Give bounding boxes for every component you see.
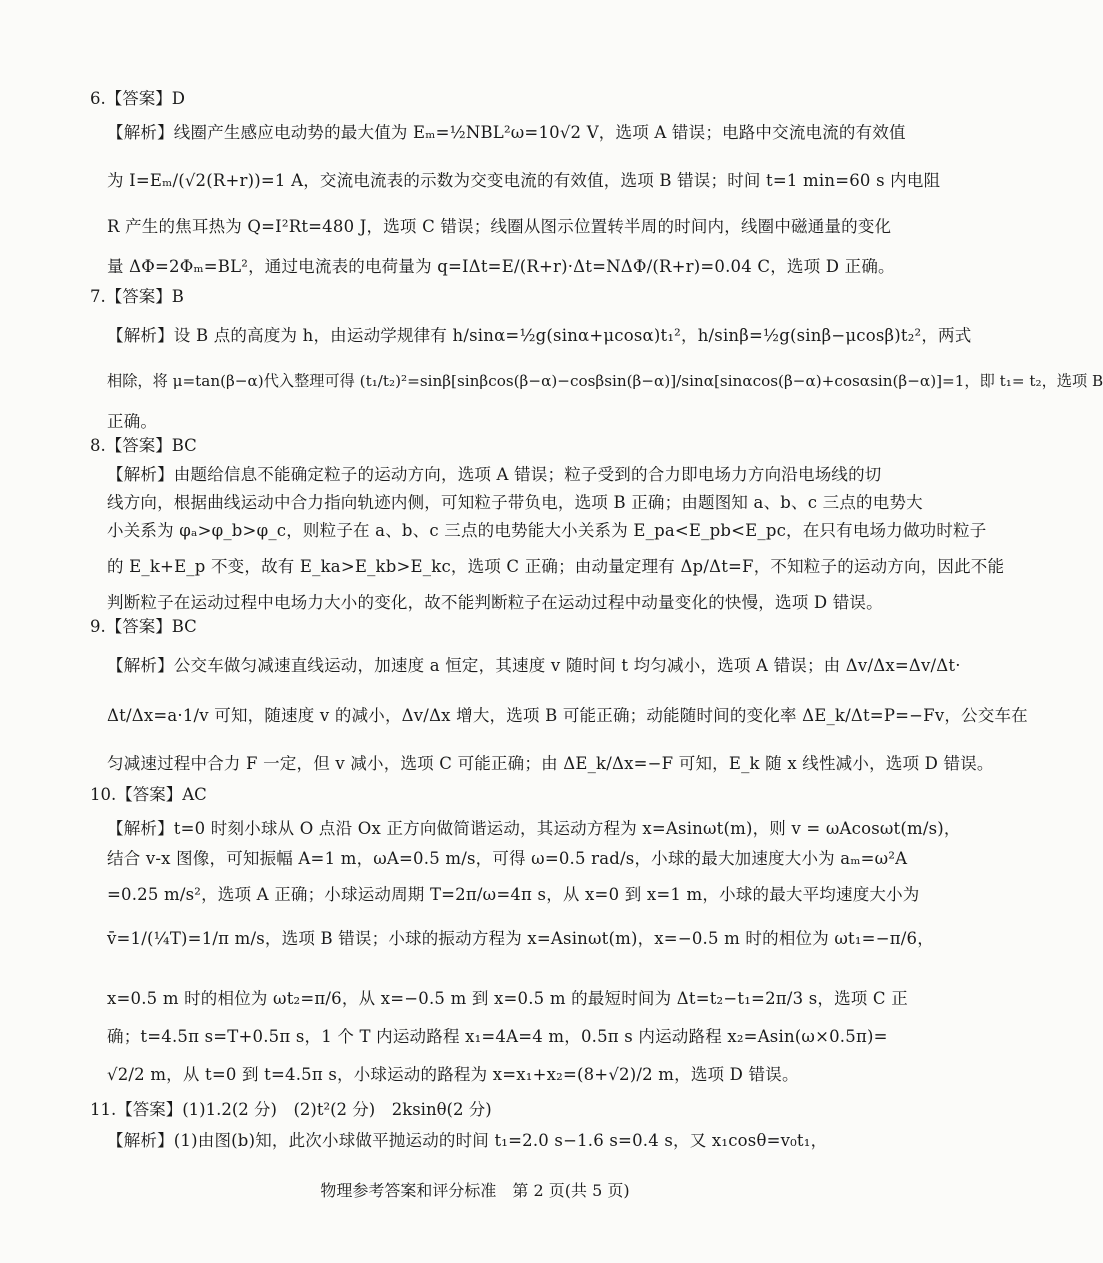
explanation-line: 【解析】(1)由图(b)知，此次小球做平抛运动的时间 t₁=2.0 s−1.6 s=0.4 s，又 x₁cosθ=v₀t₁， bbox=[107, 1131, 828, 1150]
explanation-line: 的 E_k+E_p 不变，故有 E_ka>E_kb>E_kc，选项 C 正确；由动量定理有 Δp/Δt=F，不知粒子的运动方向，因此不能 bbox=[107, 557, 1005, 576]
answer-label: 【答案】D bbox=[105, 89, 185, 108]
explanation-6 bbox=[107, 119, 941, 279]
explanation-line: 匀减速过程中合力 F 一定，但 v 减小，选项 C 可能正确；由 ΔE_k/Δx=−F 可知，E_k 随 x 线性减小，选项 D 错误。 bbox=[107, 754, 994, 773]
explanation-line: 【解析】公交车做匀减速直线运动，加速度 a 恒定，其速度 v 随时间 t 均匀减小，选项 A 错误；由 Δv/Δx=Δv/Δt· bbox=[107, 656, 961, 675]
explanation-line: 正确。 bbox=[107, 412, 158, 431]
explanation-9 bbox=[107, 652, 1028, 782]
answer-8-heading bbox=[90, 433, 868, 459]
explanation-7 bbox=[107, 322, 1103, 432]
explanation-line: 相除，将 μ=tan(β−α)代入整理可得 (t₁/t₂)²=sinβ[sinβcos(β−α)−cosβsin(β−α)]/sinα[sinαcos(β−α)+cosαsin(β−α)]=1，即 t₁= t₂，选项 B bbox=[107, 372, 1103, 390]
answer-10-heading bbox=[90, 782, 868, 808]
question-number: 11. bbox=[90, 1100, 117, 1119]
explanation-line: R 产生的焦耳热为 Q=I²Rt=480 J，选项 C 错误；线圈从图示位置转半周的时间内，线圈中磁通量的变化 bbox=[107, 217, 892, 236]
explanation-line: 确；t=4.5π s=T+0.5π s，1 个 T 内运动路程 x₁=4A=4 m，0.5π s 内运动路程 x₂=Asin(ω×0.5π)= bbox=[107, 1027, 888, 1046]
explanation-line: 【解析】设 B 点的高度为 h，由运动学规律有 h/sinα=½g(sinα+μcosα)t₁²，h/sinβ=½g(sinβ−μcosβ)t₂²，两式 bbox=[107, 326, 972, 345]
explanation-8 bbox=[107, 461, 1005, 612]
explanation-line: 小关系为 φₐ>φ_b>φ_c，则粒子在 a、b、c 三点的电势能大小关系为 E_pa<E_pb<E_pc，在只有电场力做功时粒子 bbox=[107, 521, 987, 540]
question-number: 10. bbox=[90, 785, 117, 804]
answer-label: 【答案】BC bbox=[105, 436, 197, 455]
explanation-line: 【解析】由题给信息不能确定粒子的运动方向，选项 A 错误；粒子受到的合力即电场力方向沿电场线的切 bbox=[107, 465, 882, 484]
explanation-line: =0.25 m/s²，选项 A 正确；小球运动周期 T=2π/ω=4π s，从 x=0 到 x=1 m，小球的最大平均速度大小为 bbox=[107, 885, 920, 904]
explanation-line: 为 I=Eₘ/(√2(R+r))=1 A，交流电流表的示数为交变电流的有效值，选项 B 错误；时间 t=1 min=60 s 内电阻 bbox=[107, 171, 941, 190]
explanation-11 bbox=[107, 1127, 867, 1157]
explanation-line: √2/2 m，从 t=0 到 t=4.5π s，小球运动的路程为 x=x₁+x₂=(8+√2)/2 m，选项 D 错误。 bbox=[107, 1065, 799, 1084]
explanation-line: 【解析】t=0 时刻小球从 O 点沿 Ox 正方向做简谐运动，其运动方程为 x=Asinωt(m)，则 v = ωAcosωt(m/s)， bbox=[107, 819, 961, 838]
explanation-10 bbox=[107, 815, 961, 1095]
explanation-line: 【解析】线圈产生感应电动势的最大值为 Eₘ=½NBL²ω=10√2 V，选项 A 错误；电路中交流电流的有效值 bbox=[107, 123, 906, 142]
answer-7-heading bbox=[90, 284, 868, 310]
question-number: 9. bbox=[90, 617, 106, 636]
question-number: 8. bbox=[90, 436, 106, 455]
answer-label: 【答案】AC bbox=[116, 785, 207, 804]
explanation-line: 量 ΔΦ=2Φₘ=BL²，通过电流表的电荷量为 q=IΔt=E/(R+r)·Δt=NΔΦ/(R+r)=0.04 C，选项 D 正确。 bbox=[107, 257, 895, 276]
answer-label: 【答案】B bbox=[105, 287, 184, 306]
answer-11-heading bbox=[90, 1097, 868, 1123]
question-number: 6. bbox=[90, 89, 106, 108]
explanation-line: 判断粒子在运动过程中电场力大小的变化，故不能判断粒子在运动过程中动量变化的快慢，选项 D 错误。 bbox=[107, 593, 883, 612]
answer-label: 【答案】BC bbox=[105, 617, 197, 636]
explanation-line: Δt/Δx=a·1/v 可知，随速度 v 的减小，Δv/Δx 增大，选项 B 可能正确；动能随时间的变化率 ΔE_k/Δt=P=−Fv，公交车在 bbox=[107, 706, 1028, 725]
explanation-line: v̄=1/(¼T)=1/π m/s，选项 B 错误；小球的振动方程为 x=Asinωt(m)，x=−0.5 m 时的相位为 ωt₁=−π/6， bbox=[107, 929, 934, 948]
explanation-line: 结合 v-x 图像，可知振幅 A=1 m，ωA=0.5 m/s，可得 ω=0.5 rad/s，小球的最大加速度大小为 aₘ=ω²A bbox=[107, 849, 908, 868]
answer-label: 【答案】(1)1.2(2 分) (2)t²(2 分) 2ksinθ(2 分) bbox=[116, 1100, 492, 1119]
answer-6-heading bbox=[90, 86, 868, 112]
question-number: 7. bbox=[90, 287, 106, 306]
answer-9-heading bbox=[90, 614, 868, 640]
page-footer: 物理参考答案和评分标准 第 2 页(共 5 页) bbox=[320, 1181, 630, 1200]
explanation-line: 线方向，根据曲线运动中合力指向轨迹内侧，可知粒子带负电，选项 B 正确；由题图知 a、b、c 三点的电势大 bbox=[107, 493, 923, 512]
explanation-line: x=0.5 m 时的相位为 ωt₂=π/6，从 x=−0.5 m 到 x=0.5 m 的最短时间为 Δt=t₂−t₁=2π/3 s，选项 C 正 bbox=[107, 989, 908, 1008]
